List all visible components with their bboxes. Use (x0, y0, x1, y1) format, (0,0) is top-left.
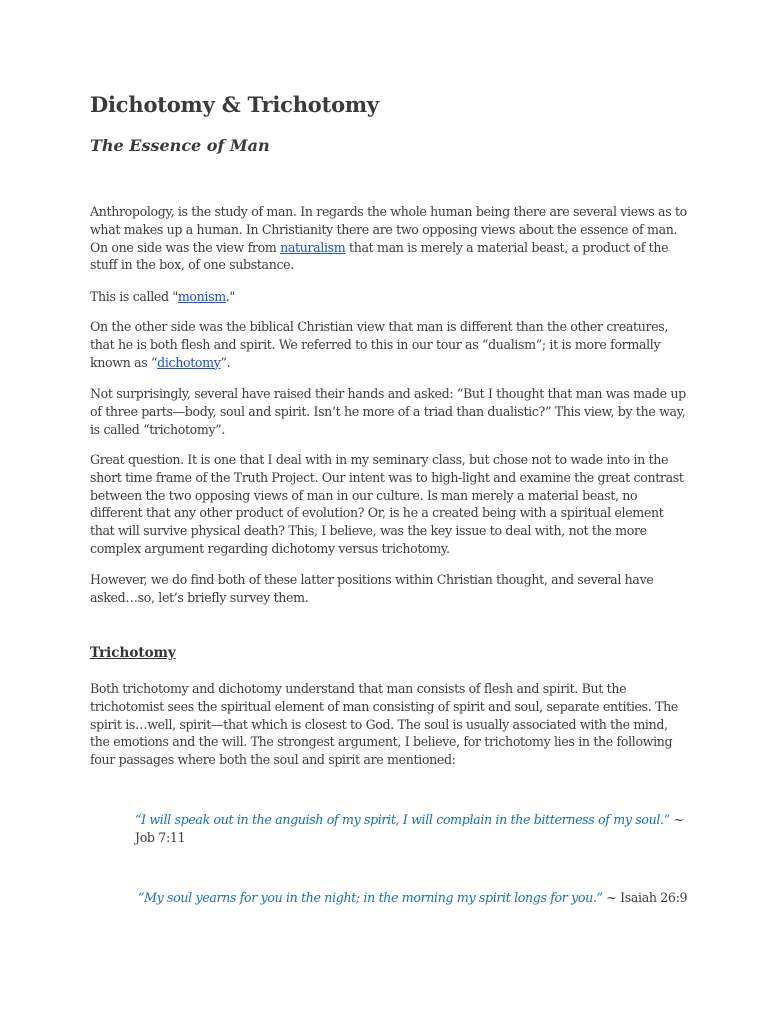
monism-link[interactable]: monism (177, 289, 226, 304)
paragraph-question: Not surprisingly, several have raised their hands and asked: “But I thought that man was made up of three parts—body, soul and spirit. Isn’t he more of a triad than dualistic?” This view, by the way, is called “trichotomy”. (90, 386, 686, 437)
paragraph-survey: However, we do find both of these latter positions within Christian thought, and several have asked…so, let’s briefly survey them. (90, 572, 654, 605)
quote-reference: ~ Job 7:11 (135, 812, 684, 845)
dichotomy-link[interactable]: dichotomy (157, 354, 221, 370)
paragraph-text: On the other side was the biblical Christian view that man is different than the other creatures, that he is both flesh and spirit. We referred to this in our tour as “dualism”; it is more formally known as “ (90, 319, 668, 370)
paragraph-text: ”. (220, 354, 231, 370)
paragraph-anthropology (90, 203, 690, 274)
page-title: Dichotomy & Trichotomy (90, 92, 379, 117)
section-heading-trichotomy: Trichotomy (90, 645, 176, 661)
paragraph-text: that man is merely a material beast, a product of the stuff in the box, of one substance. (90, 239, 669, 273)
paragraph-text: This is called " (90, 289, 178, 304)
quote-text: “I will speak out in the anguish of my spirit, I will complain in the bitterness of my soul.” (135, 812, 670, 827)
paragraph-great-question: Great question. It is one that I deal with in my seminary class, but chose not to wade into in the short time frame of the Truth Project. Our intent was to high-light and examine the great contrast between the two opposing views of man in our culture. Is man merely a material beast, no different that any other product of evolution? Or, is he a created being with a spiritual element that will survive physical death? This, I believe, was the key issue to deal with, not the more complex argument regarding dichotomy versus trichotomy. (90, 452, 684, 556)
paragraph-text: Anthropology, is the study of man. In regards the whole human being there are several views as to what makes up a human. In Christianity there are two opposing views about the essence of man. On one side was the view from (90, 204, 687, 255)
page-subtitle: The Essence of Man (90, 136, 270, 155)
quote-text: “My soul yearns for you in the night; in the morning my spirit longs for you.” (138, 890, 603, 905)
naturalism-link[interactable]: naturalism (280, 239, 346, 255)
paragraph-monism (90, 288, 690, 306)
paragraph-text: ." (225, 289, 235, 304)
paragraph-trichotomy: Both trichotomy and dichotomy understand that man consists of flesh and spirit. But the trichotomist sees the spiritual element of man consisting of spirit and soul, separate entities. The spirit is…well, spirit—that which is closest to God. The soul is usually associated with the mind, the emotions and the will. The strongest argument, I believe, for trichotomy lies in the following four passages where both the soul and spirit are mentioned: (90, 681, 678, 768)
paragraph-dualism (90, 318, 690, 371)
quote-reference: ~ Isaiah 26:9 (602, 890, 688, 905)
quote-job (135, 811, 695, 847)
quote-isaiah (138, 889, 698, 907)
